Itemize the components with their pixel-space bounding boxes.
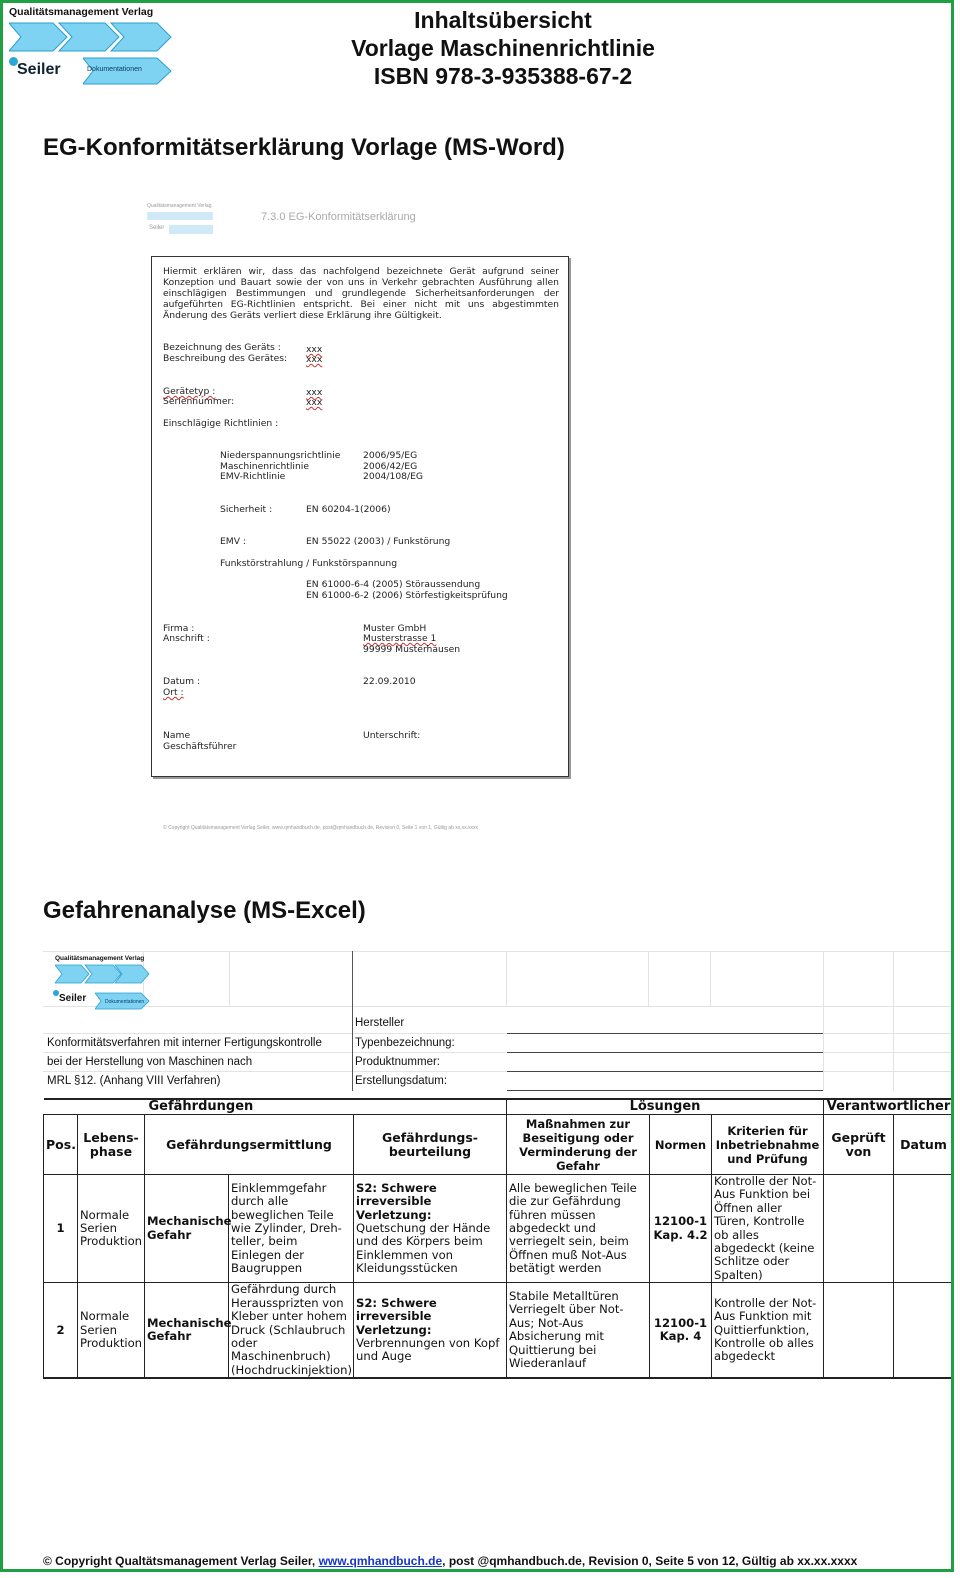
label-beschreibung: Beschreibung des Gerätes: (163, 353, 288, 364)
procedure-line-3: MRL §12. (Anhang VIII Verfahren) (47, 1075, 221, 1087)
table-row (44, 1283, 954, 1379)
declaration-preview (151, 256, 569, 777)
cell-measure: Alle beweglichen Teile die zur Gefährdung führen müssen abgedeckt und verriegelt sein, beim Öffnen muß Not-Aus betätigt werden (507, 1175, 650, 1283)
value-datum: 22.09.2010 (363, 676, 416, 687)
gridline (506, 951, 507, 1006)
excel-preview (43, 951, 954, 1381)
value-bezeichnung: xxx (306, 344, 323, 355)
cell-measure: Stabile Metalltüren Verriegelt über Not-Aus; Not-Aus Absicherung mit Quittierung bei Wiederanlauf (507, 1283, 650, 1379)
col-massnahmen: Maßnahmen zur Beseitigung oder Verminderung der Gefahr (507, 1115, 650, 1175)
field-line (507, 1090, 823, 1091)
col-geprueft: Geprüft von (824, 1115, 894, 1175)
table-header-row (44, 1115, 954, 1175)
label-datum: Datum : (163, 676, 201, 687)
value-firma: Muster GmbH (363, 623, 427, 634)
thumb-logo (147, 203, 217, 235)
value-beschreibung: xxx (306, 354, 323, 365)
title-line-3: ISBN 978-3-935388-67-2 (373, 63, 633, 89)
procedure-line-2: bei der Herstellung von Maschinen nach (47, 1056, 253, 1068)
excel-logo-brand: Seiler (59, 993, 87, 1004)
label-name: Name (163, 730, 191, 741)
col-gefaehrdungsermittlung: Gefährdungsermittlung (145, 1115, 354, 1175)
group-loesungen: Lösungen (507, 1099, 824, 1115)
assessment-text: Quetschung der Hände und des Körpers beim Einklemmen von Kleidungsstücken (356, 1220, 491, 1276)
label-geraetetyp: Gerätetyp : (163, 386, 216, 397)
cell-hazard: Einklemmgefahr durch alle beweglichen Teile wie Zylinder, Dreh-teller, beim Einlegen der Baugruppen (229, 1175, 354, 1283)
thumb-footer: © Copyright Qualitätsmanagement Verlag Seiler, www.qmhandbuch.de, post@qmhandbuch.de, Revision 0, Seite 1 von 1, Gültig ab xx.xx.xxxx (163, 825, 479, 831)
cell-date[interactable] (894, 1283, 954, 1379)
excel-logo-tag-text: Dokumentationen (105, 999, 145, 1005)
cell-assessment (354, 1283, 507, 1379)
label-sicherheit: Sicherheit : (220, 504, 273, 515)
label-bezeichnung: Bezeichnung des Geräts : (163, 342, 281, 353)
label-unterschrift: Unterschrift: (363, 730, 421, 741)
cell-norm: 12100-1 Kap. 4.2 (650, 1175, 712, 1283)
title-line-2: Vorlage Maschinenrichtlinie (351, 35, 655, 61)
directive-name: EMV-Richtlinie (220, 471, 286, 482)
thumb-logo-tag (169, 225, 213, 234)
excel-logo-title: Qualitätsmanagement Verlag (55, 955, 145, 962)
thumb-logo-brand: Seiler (149, 225, 165, 231)
cell-checked-by[interactable] (824, 1175, 894, 1283)
gridline (43, 1006, 954, 1007)
label-firma: Firma : (163, 623, 195, 634)
cell-phase: Normale Serien Produktion (78, 1175, 145, 1283)
col-normen: Normen (650, 1115, 712, 1175)
col-beurteilung: Gefährdungs-beurteilung (354, 1115, 507, 1175)
cell-criteria: Kontrolle der Not-Aus Funktion bei Öffnen aller Türen, Kontrolle ob alles abgedeckt (keine Schlitze oder Spalten) (712, 1175, 824, 1283)
gridline (229, 951, 230, 1006)
cell-assessment (354, 1175, 507, 1283)
thumb-logo-bar (147, 212, 213, 220)
group-spacer (44, 1099, 145, 1115)
gridline (893, 951, 894, 1091)
group-gefaehrdungen: Gefährdungen (145, 1099, 507, 1115)
hazard-table (43, 1098, 954, 1379)
cell-type: Mechanische Gefahr (145, 1175, 229, 1283)
field-line (507, 1033, 823, 1034)
label-ort: Ort : (163, 687, 184, 698)
logo-brand: Seiler (17, 61, 61, 78)
assessment-severity: S2: Schwere irreversible Verletzung: (356, 1295, 437, 1337)
table-row (44, 1175, 954, 1283)
label-funk: Funkstörstrahlung / Funkstörspannung (220, 558, 398, 569)
value-sicherheit: EN 60204-1(2006) (306, 504, 391, 515)
cell-date[interactable] (894, 1175, 954, 1283)
label-geschaeftsfuehrer: Geschäftsführer (163, 741, 237, 752)
cell-type: Mechanische Gefahr (145, 1283, 229, 1379)
cell-pos: 2 (44, 1283, 78, 1379)
label-hersteller: Hersteller (355, 1017, 405, 1029)
directive-code: 2004/108/EG (363, 471, 424, 482)
field-line (507, 1052, 823, 1053)
cell-pos: 1 (44, 1175, 78, 1283)
directive-code: 2006/95/EG (363, 450, 418, 461)
label-produktnummer: Produktnummer: (355, 1056, 441, 1068)
gridline (951, 951, 952, 1091)
cell-hazard: Gefährdung durch Heraussprizten von Kleber unter hohem Druck (Schlaubruch oder Maschinenbruch) (Hochdruckinjektion) (229, 1283, 354, 1379)
cell-checked-by[interactable] (824, 1283, 894, 1379)
section-title-word: EG-Konformitätserklärung Vorlage (MS-Word) (43, 134, 565, 161)
label-seriennummer: Seriennummer: (163, 396, 235, 407)
cell-norm: 12100-1 Kap. 4 (650, 1283, 712, 1379)
cell-criteria: Kontrolle der Not-Aus Funktion mit Quittierfunktion, Kontrolle ob alles abgedeckt (712, 1283, 824, 1379)
logo-seiler-row (7, 55, 177, 85)
value-address-1: Musterstrasse 1 (363, 633, 437, 644)
table-group-row (44, 1099, 954, 1115)
assessment-severity: S2: Schwere irreversible Verletzung: (356, 1180, 437, 1222)
col-datum: Datum (894, 1115, 954, 1175)
directive-name: Niederspannungsrichtlinie (220, 450, 341, 461)
value-address-2: 99999 Musterhausen (363, 644, 461, 655)
thumb-heading: 7.3.0 EG-Konformitätserklärung (261, 211, 416, 223)
section-title-excel: Gefahrenanalyse (MS-Excel) (43, 897, 366, 924)
value-funk-1: EN 61000-6-4 (2005) Störaussendung (306, 579, 481, 590)
label-richtlinien: Einschlägige Richtlinien : (163, 418, 279, 429)
publisher-logo (7, 5, 177, 85)
assessment-text: Verbrennungen von Kopf und Auge (356, 1335, 500, 1364)
value-emv: EN 55022 (2003) / Funkstörung (306, 536, 451, 547)
cell-phase: Normale Serien Produktion (78, 1283, 145, 1379)
col-pos: Pos. (44, 1115, 78, 1175)
footer-details: , post @qmhandbuch.de, Revision 0, Seite 5 von 12, Gültig ab xx.xx.xxxx (442, 1554, 858, 1568)
value-geraetetyp: xxx (306, 387, 323, 398)
page-footer (43, 1554, 857, 1568)
field-line (507, 1071, 823, 1072)
label-emv: EMV : (220, 536, 247, 547)
excel-logo (53, 955, 153, 1010)
header-divider (352, 951, 353, 1091)
directive-code: 2006/42/EG (363, 461, 418, 472)
logo-chevron-arrows (9, 21, 174, 53)
gridline (648, 951, 649, 1006)
gridline (710, 951, 711, 1006)
procedure-line-1: Konformitätsverfahren mit interner Fertigungskontrolle (47, 1037, 322, 1049)
group-verantwortlicher: Verantwortlicher (824, 1099, 954, 1115)
gridline (823, 951, 824, 1091)
value-funk-2: EN 61000-6-2 (2006) Störfestigkeitsprüfung (306, 590, 508, 601)
directive-name: Maschinenrichtlinie (220, 461, 310, 472)
label-anschrift: Anschrift : (163, 633, 210, 644)
title-line-1: Inhaltsübersicht (414, 7, 592, 33)
gridline (43, 951, 954, 952)
footer-copyright: © Copyright Qualtätsmanagement Verlag Seiler, (43, 1554, 319, 1568)
declaration-intro: Hiermit erklären wir, dass das nachfolgend bezeichnete Gerät aufgrund seiner Konzeption und Bauart sowie der von uns in Verkehr gebrachten Ausführung allen einschlägigen Bestimmungen und grundlegende Sicherheitsanforderungen der aufgeführten EG-Richtlinien entspricht. Bei einer nicht mit uns abgestimmten Änderung des Geräts verliert diese Erklärung ihre Gültigkeit. (163, 266, 559, 321)
label-erstellungsdatum: Erstellungsdatum: (355, 1075, 448, 1087)
logo-tag-text: Dokumentationen (87, 66, 142, 73)
col-kriterien: Kriterien für Inbetriebnahme und Prüfung (712, 1115, 824, 1175)
label-typenbezeichnung: Typenbezeichnung: (355, 1037, 455, 1049)
col-lebensphase: Lebens-phase (78, 1115, 145, 1175)
thumb-logo-title: Qualitätsmanagement Verlag (147, 203, 212, 209)
page-title (303, 6, 703, 90)
footer-website-link[interactable]: www.qmhandbuch.de (318, 1554, 443, 1568)
value-seriennummer: xxx (306, 397, 323, 408)
logo-title: Qualitätsmanagement Verlag (9, 6, 154, 18)
excel-logo-chevrons (55, 964, 151, 984)
